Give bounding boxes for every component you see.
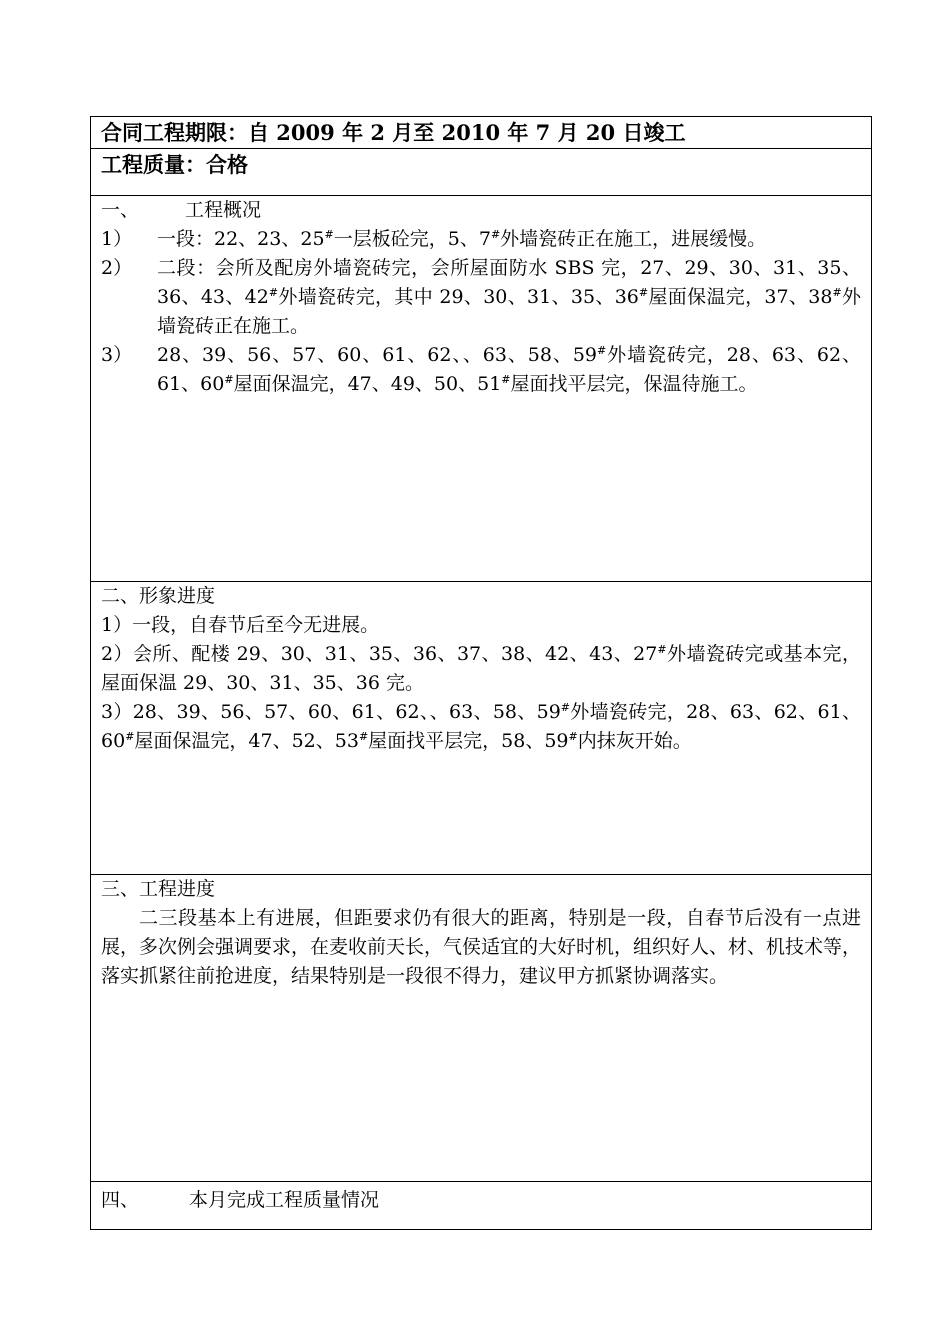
overview-item-2: 2） 二段：会所及配房外墙瓷砖完，会所屋面防水 SBS 完，27、29、30、31、35、36、43、42#外墙瓷砖完，其中 29、30、31、35、36#屋面保温完，37、38#外墙瓷砖正在施工。 (101, 257, 861, 337)
schedule-section (91, 875, 871, 1182)
image-progress-p1: 1）一段，自春节后至今无进展。 (101, 614, 380, 636)
image-progress-heading: 二、形象进度 (101, 585, 216, 607)
image-progress-p3: 3）28、39、56、57、60、61、62、、63、58、59#外墙瓷砖完，28、63、62、61、60#屋面保温完，47、52、53#屋面找平层完，58、59#内抹灰开始。 (101, 701, 861, 752)
contract-period-row (91, 117, 871, 149)
schedule-heading: 三、工程进度 (101, 878, 216, 900)
overview-item-1: 1） 一段：22、23、25#一层板砼完，5、7#外墙瓷砖正在施工，进展缓慢。 (101, 228, 767, 250)
quality-rating: 工程质量：合格 (101, 152, 248, 177)
monthly-quality-heading: 四、 本月完成工程质量情况 (101, 1189, 380, 1211)
overview-heading: 一、 工程概况 (101, 199, 262, 221)
report-table (90, 116, 872, 1230)
image-progress-p2: 2）会所、配楼 29、30、31、35、36、37、38、42、43、27#外墙瓷砖完或基本完，屋面保温 29、30、31、35、36 完。 (101, 643, 861, 694)
overview-item-3: 3） 28、39、56、57、60、61、62、、63、58、59#外墙瓷砖完，28、63、62、61、60#屋面保温完，47、49、50、51#屋面找平层完，保温待施工。 (101, 344, 861, 395)
contract-period: 合同工程期限：自 2009 年 2 月至 2010 年 7 月 20 日竣工 (101, 120, 686, 145)
image-progress-section (91, 582, 871, 875)
schedule-body: 二三段基本上有进展，但距要求仍有很大的距离，特别是一段，自春节后没有一点进展，多次例会强调要求，在麦收前天长，气侯适宜的大好时机，组织好人、材、机技术等，落实抓紧往前抢进度，结果特别是一段很不得力，建议甲方抓紧协调落实。 (101, 907, 862, 987)
overview-section (91, 196, 871, 582)
monthly-quality-section (91, 1182, 871, 1229)
quality-row (91, 149, 871, 196)
